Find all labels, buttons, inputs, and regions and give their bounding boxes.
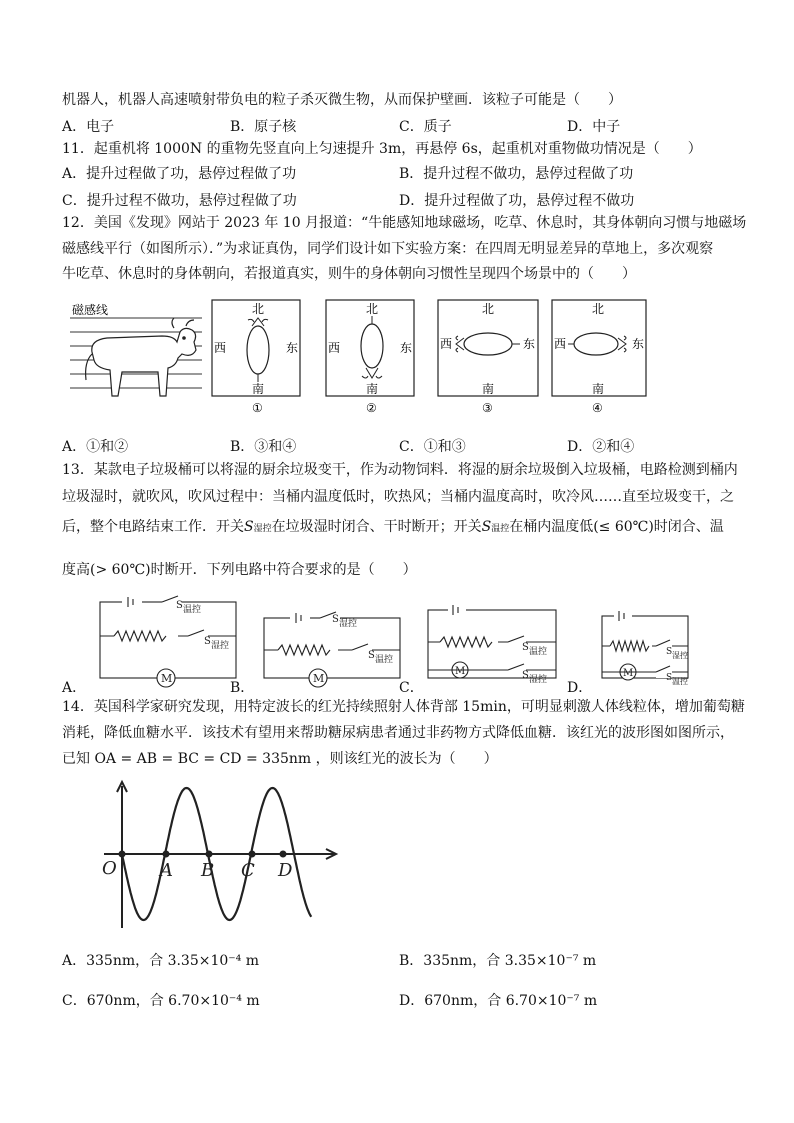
circuit-a xyxy=(100,596,236,687)
scene-3-west: 西 xyxy=(440,337,453,351)
circuit-b-switch-wet: 湿控 xyxy=(339,619,358,629)
scene-2 xyxy=(326,300,414,415)
circuit-a-switch-temp: 温控 xyxy=(183,605,202,615)
circuit-c-switch-symbol-2: S xyxy=(522,670,529,681)
circuit-c-motor-label: M xyxy=(455,666,466,677)
scene-1-east: 东 xyxy=(286,341,299,355)
circuit-b xyxy=(264,612,400,687)
q12-figure xyxy=(62,292,652,422)
label-c: C xyxy=(241,860,255,881)
scene-3-south: 南 xyxy=(482,382,495,396)
q10-stem: 机器人，机器人高速喷射带负电的粒子杀灭微生物，从而保护壁画．该粒子可能是（ ） xyxy=(62,92,622,108)
circuit-a-motor-label: M xyxy=(161,672,173,685)
scene-2-west: 西 xyxy=(328,341,341,355)
circuit-a-switch-symbol: S xyxy=(176,600,183,611)
scene-2-label: ② xyxy=(366,401,377,415)
label-d: D xyxy=(278,860,293,881)
point-d xyxy=(280,851,287,858)
circuit-b-switch-temp: 温控 xyxy=(375,655,394,665)
scene-4-north: 北 xyxy=(592,302,605,316)
scene-3-east: 东 xyxy=(523,337,536,351)
circuit-b-motor-label: M xyxy=(313,672,325,685)
circuit-a-switch-wet: 湿控 xyxy=(211,641,230,651)
label-o: O xyxy=(102,858,117,879)
q12-option-c: C．①和③ xyxy=(399,439,466,455)
scene-4-label: ④ xyxy=(592,401,603,415)
scene-1-north: 北 xyxy=(252,302,265,316)
q10-option-d: D．中子 xyxy=(567,119,621,135)
q11-option-a: A．提升过程做了功，悬停过程做了功 xyxy=(62,166,297,182)
scene-2-north: 北 xyxy=(366,302,379,316)
cow-top-view-icon xyxy=(247,326,269,374)
scene-2-east: 东 xyxy=(400,341,413,355)
scene-4-west: 西 xyxy=(554,337,567,351)
circuit-d-switch-temp: 温控 xyxy=(672,677,688,686)
scene-4-south: 南 xyxy=(592,382,605,396)
scene-3 xyxy=(438,300,538,415)
label-a: A xyxy=(160,860,173,881)
q13-option-c: C． xyxy=(399,680,424,696)
q12-option-a: A．①和② xyxy=(62,439,129,455)
q11-option-d: D．提升过程做了功，悬停过程不做功 xyxy=(399,193,635,209)
field-lines-and-cow xyxy=(70,302,202,396)
scene-1-south: 南 xyxy=(252,382,265,396)
q10-option-b: B．原子核 xyxy=(230,119,297,135)
point-a xyxy=(163,851,170,858)
q13-stem-line-2: 垃圾湿时，就吹风，吹风过程中：当桶内温度低时，吹热风；当桶内温度高时，吹冷风……直至垃圾变干，之 xyxy=(62,489,734,505)
q10-option-a: A．电子 xyxy=(62,119,115,135)
scene-3-label: ③ xyxy=(482,401,493,415)
q14-option-d: D．670nm，合 6.70×10⁻⁷ m xyxy=(399,993,598,1009)
scene-3-north: 北 xyxy=(482,302,495,316)
cow-top-view-icon xyxy=(464,333,512,355)
circuit-a-switch-symbol-2: S xyxy=(204,636,211,647)
q11-stem: 11．起重机将 1000N 的重物先竖直向上匀速提升 3m，再悬停 6s，起重机对重物做功情况是（ ） xyxy=(62,141,702,157)
field-label: 磁感线 xyxy=(72,303,109,317)
cow-top-view-icon xyxy=(574,333,618,355)
q12-stem-line-2: 磁感线平行（如图所示）．”为求证真伪，同学们设计如下实验方案：在四周无明显差异的草地上，多次观察 xyxy=(62,241,714,257)
q13-stem-line-4: 度高(> 60℃)时断开．下列电路中符合要求的是（ ） xyxy=(62,562,417,578)
circuit-d-switch-wet: 湿控 xyxy=(672,651,688,660)
q12-option-b: B．③和④ xyxy=(230,439,297,455)
cow-icon xyxy=(86,318,196,396)
circuit-d-switch-symbol: S xyxy=(666,647,673,657)
q14-stem-line-3: 已知 OA = AB = BC = CD = 335nm ，则该红光的波长为（ ） xyxy=(62,751,498,767)
circuit-b-switch-symbol-2: S xyxy=(368,650,375,661)
point-c xyxy=(249,851,256,858)
q12-stem-line-1: 12．美国《发现》网站于 2023 年 10 月报道：“牛能感知地球磁场，吃草、休息时，其身体朝向习惯与地磁场 xyxy=(62,215,747,231)
point-b xyxy=(206,851,213,858)
q13-stem-line-1: 13．某款电子垃圾桶可以将湿的厨余垃圾变干，作为动物饲料．将湿的厨余垃圾倒入垃圾桶，电路检测到桶内 xyxy=(62,462,738,478)
q13-option-b: B． xyxy=(230,680,255,696)
circuit-c-switch-symbol: S xyxy=(522,642,529,653)
circuit-d-motor-label: M xyxy=(623,668,634,679)
q14-wave-figure xyxy=(90,778,350,938)
q14-stem-line-2: 消耗，降低血糖水平．该技术有望用来帮助糖尿病患者通过非药物方式降低血糖．该红光的波形图如图所示， xyxy=(62,725,734,741)
q12-option-d: D．②和④ xyxy=(567,439,635,455)
q14-option-c: C．670nm，合 6.70×10⁻⁴ m xyxy=(62,993,260,1009)
scene-1 xyxy=(212,300,300,415)
circuit-c-switch-wet: 湿控 xyxy=(529,675,548,685)
q11-option-b: B．提升过程不做功，悬停过程做了功 xyxy=(399,166,634,182)
q11-option-c: C．提升过程不做功，悬停过程做了功 xyxy=(62,193,297,209)
circuit-c xyxy=(428,604,556,685)
scene-4-east: 东 xyxy=(632,337,645,351)
q14-option-a: A．335nm，合 3.35×10⁻⁴ m xyxy=(62,953,260,969)
q13-circuits xyxy=(62,592,702,696)
q13-option-d: D． xyxy=(567,680,593,696)
point-o xyxy=(119,851,126,858)
circuit-c-switch-temp: 温控 xyxy=(529,647,548,657)
q10-option-c: C．质子 xyxy=(399,119,452,135)
scene-4 xyxy=(552,300,646,415)
q14-stem-line-1: 14．英国科学家研究发现，用特定波长的红光持续照射人体背部 15min，可明显刺激人体线粒体，增加葡萄糖 xyxy=(62,699,745,715)
q13-option-a: A． xyxy=(62,680,87,696)
circuit-d-switch-symbol-2: S xyxy=(666,673,673,683)
scene-1-west: 西 xyxy=(214,341,227,355)
circuit-d xyxy=(602,610,688,686)
q12-stem-line-3: 牛吃草、休息时的身体朝向，若报道真实，则牛的身体朝向习惯性呈现四个场景中的（ ） xyxy=(62,266,636,282)
label-b: B xyxy=(201,860,215,881)
scene-2-south: 南 xyxy=(366,382,379,396)
q14-option-b: B．335nm，合 3.35×10⁻⁷ m xyxy=(399,953,597,969)
circuit-b-switch-symbol: S xyxy=(332,614,339,625)
scene-1-label: ① xyxy=(252,401,263,415)
q13-stem-line-3: 后，整个电路结束工作．开关S湿控在垃圾湿时闭合、干时断开；开关S温控在桶内温度低(≤ 60℃)时闭合、温 xyxy=(62,519,724,535)
cow-top-view-icon xyxy=(361,324,383,368)
